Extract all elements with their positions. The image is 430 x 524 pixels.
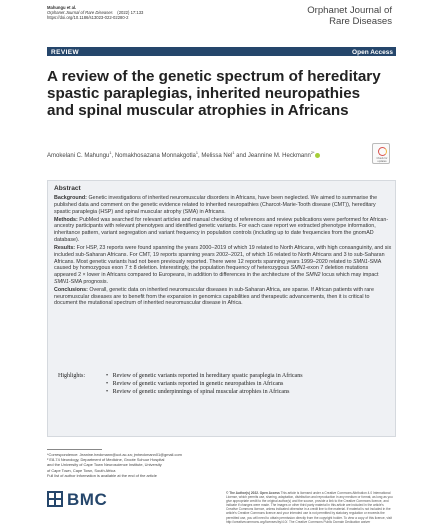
author-4[interactable]: and Jeannine M. Heckmann [234, 153, 311, 159]
open-access-body: This article is licensed under a Creative Commons Attribution 4.0 International License, which permits use, sharing, adaptation, distribution and reproduction in any medium or format, as long as you give appropriate credit to the original author(s) and the source, provide a link to the Creative Commons licence, and indicate if changes were made. The images or other third party material in this article are included in the article's Creative Commons licence, unless indicated otherwise in a credit line to the material. If material is not included in the article's Creative Commons licence and your intended use is not permitted by statutory regulation or exceeds the permitted use, you will need to obtain permission directly from the copyright holder. To view a copy of this licence, visit http://creativecommons.org/licenses/by/4.0/. The Creative Commons Public Domain Dedication waiver [226, 491, 393, 524]
background-text: Genetic investigations of inherited neuromuscular disorders in Africans, have been neglected. We aimed to summarise the published data and comment on the genetic evidence related to inherited neuropathies (Charcot-Marie-Tooth disease (CMT)), hereditary spastic paraplegia (HSP) and spinal muscular atrophy (SMA) in Africans. [54, 195, 378, 215]
footnote-divider [47, 449, 102, 450]
open-access-lead: © The Author(s) 2022. Open Access [226, 491, 280, 495]
bullet-icon: • [106, 381, 113, 388]
background-label: Background: [54, 195, 87, 201]
update-ring-icon [378, 147, 387, 156]
highlight-text-2: Review of genetic variants reported in genetic neuropathies in Africans [112, 381, 284, 388]
author-4-affil: 2* [310, 151, 315, 155]
highlights-label: Highlights: [58, 373, 86, 379]
highlights-list [58, 372, 388, 397]
results-text-a: For HSP, 23 reports were found spanning the years 2000–2019 of which 19 related to North Africans, with high consanguinity, and six included sub-Saharan Africans. For CMT, 19 reports spanning years 2002–2021, of which 16 related to North Africans and 3 to sub-Saharan Africans. Most genetic variants had not been previously reported. There were 12 reports spanning years 1999–2020 related to [54, 245, 392, 265]
results-label: Results: [54, 245, 76, 252]
abstract-conclusions [54, 287, 392, 307]
conclusions-label: Conclusions: [54, 286, 88, 293]
author-1[interactable]: Amokelani C. Mahungu [47, 153, 110, 159]
citation-journal: Orphanet Journal of Rare Diseases [47, 10, 113, 16]
check-for-updates-badge[interactable] [372, 143, 390, 164]
journal-title [272, 6, 392, 27]
affiliation-line-2: and the University of Cape Town Neuroscience Institute, University [47, 462, 162, 468]
citation-block [47, 5, 143, 21]
citation-year: (2022) 17:133 [117, 10, 144, 16]
open-access-label: Open Access [352, 48, 393, 56]
results-text-b: -SMA caused by homozygous exon 7 ± 8 deletion. Interestingly, the population frequency of heterozygous [54, 258, 381, 272]
results-text-c: -exon 7 deletion mutations appeared 2 × lower in Africans compared to Europeans, in addition to differences in the architecture of the [54, 265, 369, 279]
author-info-note: Full list of author information is available at the end of the article [47, 472, 157, 478]
abstract-box [47, 180, 396, 437]
highlight-item [58, 372, 388, 380]
orcid-icon[interactable] [315, 153, 320, 158]
author-1-affil: 1 [109, 151, 112, 155]
affiliation-line-3: of Cape Town, Cape Town, South Africa [47, 467, 116, 473]
open-access-notice [226, 491, 394, 524]
author-list [47, 150, 387, 160]
bullet-icon: • [106, 373, 113, 379]
results-gene-4: SMN1 [54, 278, 69, 285]
citation-author: Mahungu et al. [47, 5, 77, 10]
results-gene-1: SMN1 [353, 258, 368, 265]
correspondence-line[interactable]: *Correspondence: Jeanine.heckmann@uct.ac.za; jmheckmann01@gmail.com [47, 452, 182, 457]
bmc-mark-icon [47, 491, 63, 507]
article-type-bar [47, 47, 396, 56]
article-type-label: REVIEW [51, 48, 80, 56]
abstract-methods [54, 217, 392, 244]
journal-title-line2: Rare Diseases [329, 15, 392, 27]
author-2-affil: 1 [195, 151, 199, 155]
author-3-affil: 1 [232, 151, 235, 155]
abstract-content [54, 185, 392, 309]
author-3[interactable]: , Melissa Nel [198, 153, 233, 159]
article-title: A review of the genetic spectrum of hereditary spastic paraplegias, inherited neuropathies and spinal muscular atrophies in Africans [47, 68, 381, 120]
author-2[interactable]: , Nomakhosazana Monnakgotla [111, 153, 196, 159]
methods-text: PubMed was searched for relevant articles and manual checking of references and review publications were performed for African-ancestry participants with relevant phenotypes and identified genetic variants. For each case report we extracted phenotype information, inheritance pattern, variant segregation and variant frequency in population controls (including up to date frequencies from the gnomAD database). [54, 216, 389, 243]
bmc-logo[interactable] [47, 491, 127, 507]
results-text-d: locus which may impact [320, 272, 379, 279]
abstract-results [54, 245, 392, 286]
results-gene-3: SMN2 [305, 272, 321, 279]
highlight-text-1: Review of genetic variants reported in hereditary spastic paraplegia in Africans [112, 373, 303, 379]
citation-doi[interactable]: https://doi.org/10.1186/s13023-022-02280-2 [47, 15, 129, 21]
affiliation-line-1: ² E8-74 Neurology, Department of Medicine, Groote Schuur Hospital [47, 457, 165, 463]
methods-label: Methods: [54, 216, 78, 223]
bmc-logo-text: BMC [67, 490, 108, 509]
conclusions-text: Overall, genetic data on inherited neuromuscular diseases in sub-Saharan Africa, are sparse. If African patients with rare neuromuscular diseases are to benefit from the expansion in genomics capabilities and therapeutic advancements, then it is critical to document the mutational spectrum of inherited neuromuscular disease in Africa. [54, 286, 374, 307]
abstract-background [54, 195, 392, 215]
highlight-item [58, 380, 388, 388]
check-for-updates-text: Check for updates [376, 157, 388, 163]
footnotes [47, 452, 227, 478]
journal-title-line1: Orphanet Journal of [307, 5, 392, 16]
abstract-heading: Abstract [54, 185, 81, 192]
highlight-text-3: Review of genetic underpinnings of spinal muscular atrophies in Africans [112, 389, 290, 396]
results-text-e: -SMA prognosis. [68, 278, 109, 285]
highlight-item [58, 388, 388, 396]
bullet-icon: • [106, 389, 113, 396]
results-gene-2: SMN1 [290, 265, 306, 272]
